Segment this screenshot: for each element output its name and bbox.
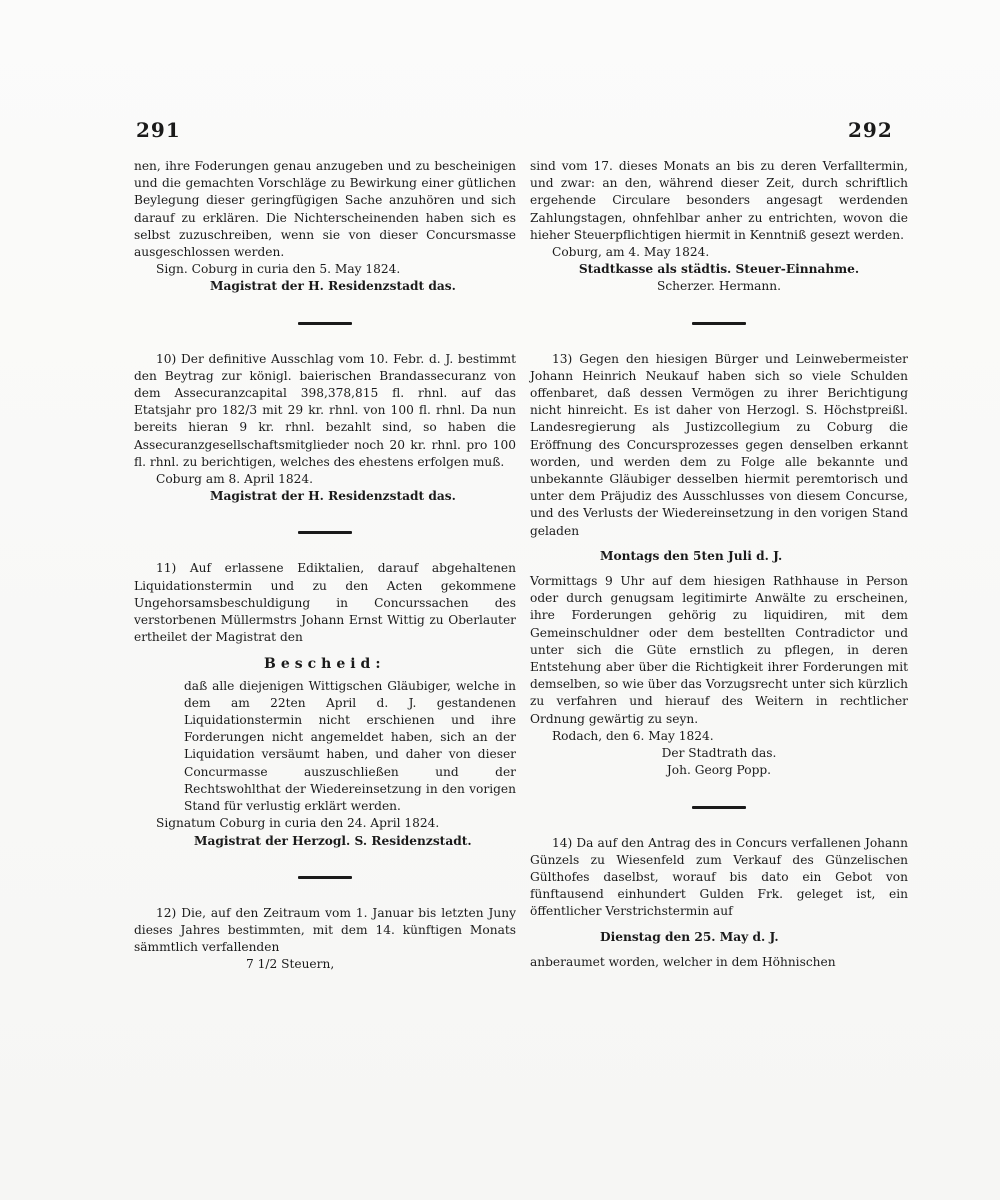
entry-13-date: Montags den 5ten Juli d. J.	[600, 548, 783, 563]
right-column	[530, 158, 908, 971]
entry-13-text: 13) Gegen den hiesigen Bürger und Leinwebermeister Johann Heinrich Neukauf haben sich so viele Schulden offenbaret, daß dessen Vermögen zu ihrer Berichtigung nicht hinreicht. Es ist daher von Herzogl. S. Höchstpreißl. Landesregierung als Justizcollegium zu Coburg die Eröffnung des Concursprozesses gegen denselben erkannt worden, und werden dem zu Folge alle bekannte und unbekannte Gläubiger desselben hiermit peremtorisch und unter dem Präjudiz des Ausschlusses von diesem Concurse, und des Verlusts der Wiedereinsetzung in den vorigen Stand geladen	[530, 351, 908, 538]
section-divider	[692, 806, 746, 809]
entry-13-text-2: Vormittags 9 Uhr auf dem hiesigen Rathhause in Person oder durch genugsam legitimirte Anwälte zu erscheinen, ihre Forderungen gehörig zu liquidiren, mit dem Gemeinschuldner oder dem bestellten Contradictor und unter sich die Güte ernstlich zu pflegen, in deren Entstehung aber über die Richtigkeit ihrer Forderungen mit demselben, so wie über das Vorzugsrecht unter sich kürzlich zu verfahren und hierauf des Weitern in rechtlicher Ordnung gewärtig zu seyn.	[530, 574, 908, 726]
entry-12	[134, 905, 516, 974]
section-divider	[298, 531, 352, 534]
left-column	[134, 158, 516, 974]
entry-12-amount: 7 1/2 Steuern,	[246, 957, 335, 972]
section-divider	[298, 876, 352, 879]
entry-10-authority: Magistrat der H. Residenzstadt das.	[210, 489, 456, 504]
entry-11-authority: Magistrat der Herzogl. S. Residenzstadt.	[194, 833, 472, 848]
section-divider	[692, 322, 746, 325]
entry-14-date: Dienstag den 25. May d. J.	[600, 929, 779, 944]
entry-10-text: 10) Der definitive Ausschlag vom 10. Febr. d. J. bestimmt den Beytrag zur königl. baierischen Brandassecuranz von dem Assecuranzcapital 398,378,815 fl. rhnl. auf das Etatsjahr pro 182/3 mit 29 kr. rhnl. von 100 fl. rhnl. Da nun bereits hieran 9 kr. rhnl. bezahlt sind, so haben die Assecuranzgesellschaftsmitglieder noch 20 kr. rhnl. pro 100 fl. rhnl. zu berichtigen, welches des ehestens erfolgen muß.	[134, 351, 516, 469]
entry-12-continued	[530, 158, 908, 296]
entry-11-signature: Signatum Coburg in curia den 24. April 1824.	[156, 816, 440, 831]
entry-continued-authority: Magistrat der H. Residenzstadt das.	[210, 279, 456, 294]
entry-10-signature: Coburg am 8. April 1824.	[156, 472, 314, 487]
entry-continued-signature: Sign. Coburg in curia den 5. May 1824.	[156, 262, 401, 277]
entry-14-text: 14) Da auf den Antrag des in Concurs verfallenen Johann Günzels zu Wiesenfeld zum Verkauf des Günzelischen Gülthofes daselbst, worauf bis dato ein Gebot von fünftausend einhundert Gulden Frk. geleget ist, ein öffentlicher Verstrichstermin auf	[530, 835, 908, 919]
entry-12-continued-text: sind vom 17. dieses Monats an bis zu deren Verfalltermin, und zwar: an den, während dieser Zeit, durch schriftlich ergehende Circulare besonders angesagt werdenden Zahlungstagen, ohnfehlbar anher zu entrichten, wovon die hieher Steuerpflichtigen hiermit in Kenntniß gesezt werden.	[530, 159, 908, 242]
entry-12-authority: Stadtkasse als städtis. Steuer-Einnahme.	[578, 262, 860, 277]
entry-11-text: 11) Auf erlassene Ediktalien, darauf abgehaltenen Liquidationstermin und zu den Acten gekommene Ungehorsamsbeschuldigung in Concurssachen des verstorbenen Müllermstrs Johann Ernst Wittig zu Oberlauter ertheilet der Magistrat den	[134, 561, 516, 645]
entry-11-body: daß alle diejenigen Wittigschen Gläubiger, welche in dem am 22ten April d. J. gestandenen Liquidationstermin nicht erschienen und ihre Forderungen nicht angemeldet haben, sich an der Liquidation versäumt haben, und daher von dieser Concurmasse auszuschließen und der Rechtswohlthat der Wiedereinsetzung in den vorigen Stand für verlustig erklärt werden.	[184, 678, 516, 814]
entry-11-heading: Bescheid:	[264, 656, 386, 673]
entry-continued-text: nen, ihre Foderungen genau anzugeben und zu bescheinigen und die gemachten Vorschläge zu Bewirkung einer gütlichen Beylegung dieser geringfügigen Sache anzuhören und sich darauf zu erklären. Die Nichterscheinenden haben sich es selbst zuzuschreiben, wenn sie von dieser Concursmasse ausgeschlossen werden.	[134, 159, 516, 260]
entry-13-authority: Der Stadtrath das.	[661, 746, 777, 761]
entry-11	[134, 560, 516, 849]
entry-12-names: Scherzer. Hermann.	[657, 279, 781, 294]
entry-14	[530, 835, 908, 971]
entry-13	[530, 351, 908, 780]
entry-13-signature: Rodach, den 6. May 1824.	[552, 728, 714, 743]
page-number-left: 291	[136, 118, 181, 142]
entry-14-text-2: anberaumet worden, welcher in dem Höhnischen	[530, 954, 836, 969]
entry-13-name: Joh. Georg Popp.	[666, 763, 772, 778]
entry-12-text: 12) Die, auf den Zeitraum vom 1. Januar bis letzten Juny dieses Jahres bestimmten, mit dem 14. künftigen Monats sämmtlich verfallenden	[134, 905, 516, 955]
entry-continued	[134, 158, 516, 296]
page-number-right: 292	[848, 118, 893, 142]
section-divider	[298, 322, 352, 325]
entry-10	[134, 351, 516, 506]
entry-12-signature: Coburg, am 4. May 1824.	[552, 245, 710, 260]
